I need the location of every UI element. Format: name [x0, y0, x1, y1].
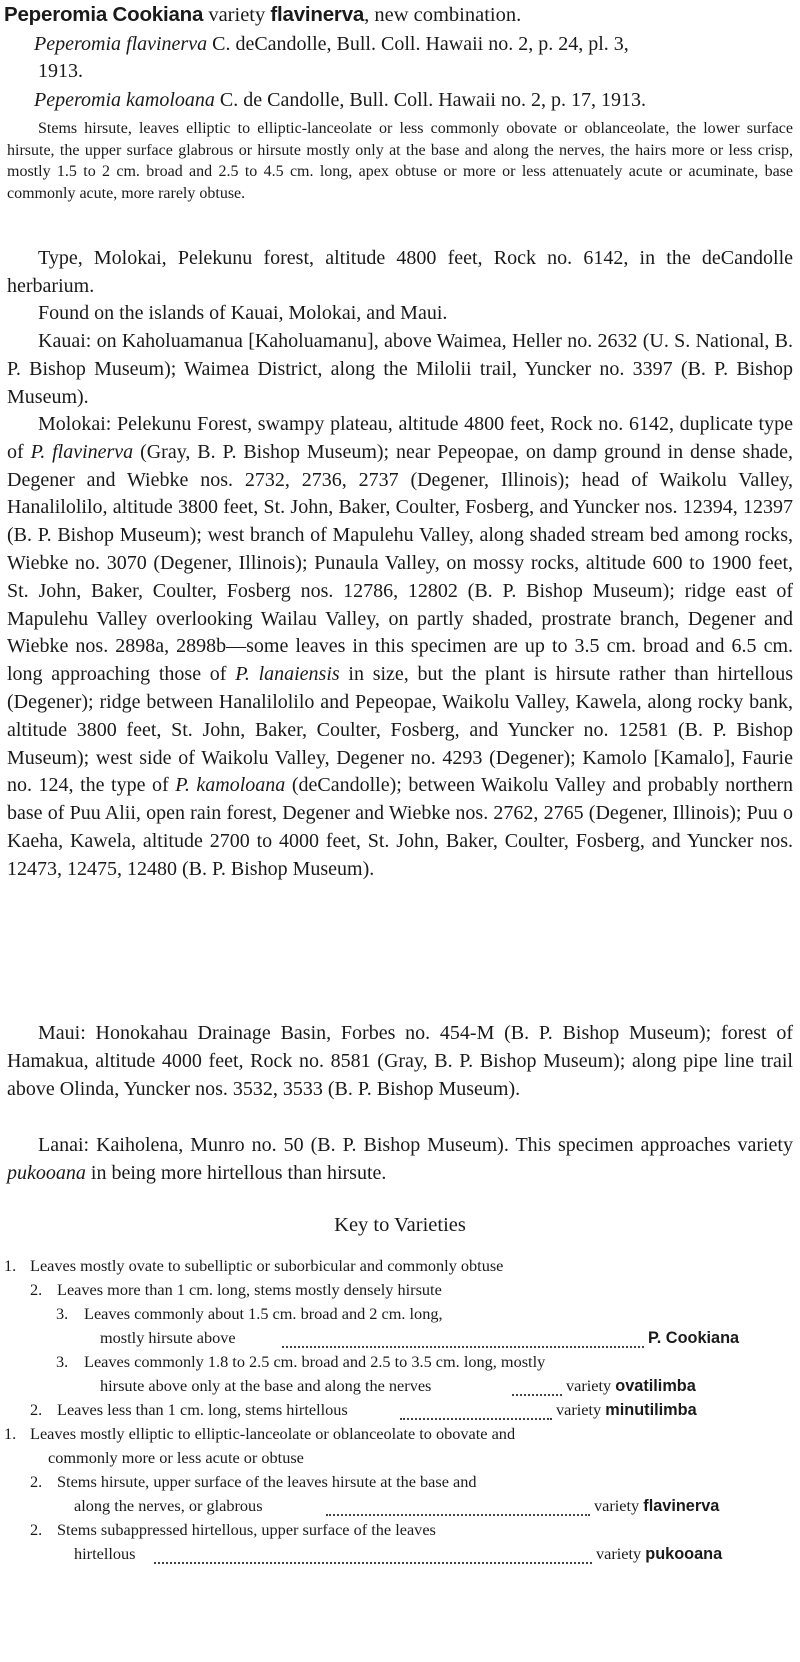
synonym-1: [8, 31, 798, 85]
key-line: 3. Leaves commonly 1.8 to 2.5 cm. broad and 2.5 to 3.5 cm. long, mostly: [56, 1352, 546, 1371]
leader-dots: [400, 1404, 552, 1420]
key-line: 1. Leaves mostly ovate to subelliptic or suborbicular and commonly obtuse: [4, 1256, 504, 1275]
key-line: 2. Leaves more than 1 cm. long, stems mostly densely hirsute: [30, 1280, 442, 1299]
key-taxon: variety minutilimba: [556, 1400, 697, 1419]
leader-dots: [326, 1500, 590, 1516]
status-text: , new combination.: [364, 4, 522, 26]
key-line: hirsute above only at the base and along the nerves: [100, 1376, 432, 1395]
molokai-taxon-2: P. lanaiensis: [235, 663, 340, 686]
lanai-text-1: Lanai: Kaiholena, Munro no. 50 (B. P. Bishop Museum). This specimen approaches variety: [38, 1134, 793, 1156]
key-taxon: variety flavinerva: [594, 1496, 720, 1515]
key-line: hirtellous: [74, 1544, 136, 1563]
lanai-text-2: in being more hirtellous than hirsute.: [85, 1161, 387, 1184]
distribution-paragraph: Found on the islands of Kauai, Molokai, and Maui.: [38, 302, 448, 324]
synonym-2: [8, 87, 798, 114]
description-paragraph: Stems hirsute, leaves elliptic to elliptic-lanceolate or less commonly obovate or oblanceolate, the lower surface hirsute, the upper surface glabrous or hirsute mostly only at the base and along the nerves, the hairs more or less crisp, mostly 1.5 to 2 cm. broad and 2.5 to 4.5 cm. long, apex obtuse or more or less attenuately acute or acuminate, base commonly acute, more rarely obtuse.: [7, 120, 793, 202]
key-taxon: P. Cookiana: [648, 1329, 740, 1347]
synonym-2-citation: C. de Candolle, Bull. Coll. Hawaii no. 2, p. 17, 1913.: [214, 89, 646, 111]
type-paragraph: Type, Molokai, Pelekunu forest, altitude 4800 feet, Rock no. 6142, in the deCandolle herbarium.: [7, 247, 793, 297]
key-line: commonly more or less acute or obtuse: [48, 1448, 304, 1467]
key-line: mostly hirsute above: [100, 1328, 236, 1347]
leader-dots: [282, 1332, 644, 1348]
synonym-1-citation: C. deCandolle, Bull. Coll. Hawaii no. 2, p. 24, pl. 3,: [207, 33, 629, 55]
key-line: 2. Stems subappressed hirtellous, upper surface of the leaves: [30, 1520, 436, 1539]
key-taxon: variety pukooana: [596, 1544, 723, 1563]
key-line: 2. Leaves less than 1 cm. long, stems hirtellous: [30, 1400, 348, 1419]
kauai-paragraph: Kauai: on Kaholuamanua [Kaholuamanu], above Waimea, Heller no. 2632 (U. S. National, B. P. Bishop Museum); Waimea District, along the Milolii trail, Yuncker no. 3397 (B. P. Bishop Museum).: [7, 330, 793, 408]
molokai-text-1: Molokai: Pelekunu Forest, swampy plateau, altitude 4800 feet, Rock no. 6142, duplicate type of: [7, 413, 793, 463]
synonym-2-name: Peperomia kamoloana: [34, 89, 215, 111]
molokai-text-2: (Gray, B. P. Bishop Museum); near Pepeopae, on damp ground in dense shade, Degener and Wiebke nos. 2732, 2736, 2737 (Degener, Illinois); head of Waikolu Valley, Hanalilolilo, altitude 3800 feet, St. John, Baker, Coulter, Fosberg, and Yuncker nos. 12394, 12397 (B. P. Bishop Museum); west branch of Mapulehu Valley, along shaded stream bed among rocks, Wiebke no. 3070 (Degener, Illinois); Punaula Valley, on mossy rocks, altitude 600 to 1900 feet, St. John, Baker, Coulter, Fosberg nos. 12786, 12802 (B. P. Bishop Museum); ridge east of Mapulehu Valley overlooking Wailau Valley, on partly shaded, prostrate branch, Degener and Wiebke nos. 2898a, 2898b—some leaves in this specimen are up to 3.5 cm. broad and 6.5 cm. long approaching those of: [7, 440, 793, 686]
maui-paragraph: Maui: Honokahau Drainage Basin, Forbes no. 454-M (B. P. Bishop Museum); forest of Hamakua, altitude 4000 feet, Rock no. 8581 (Gray, B. P. Bishop Museum); along pipe line trail above Olinda, Yuncker nos. 3532, 3533 (B. P. Bishop Museum).: [7, 1022, 793, 1100]
key-line: along the nerves, or glabrous: [74, 1496, 263, 1515]
key-taxon: variety ovatilimba: [566, 1376, 696, 1395]
lanai-paragraph: [7, 1132, 793, 1188]
leader-dots: [512, 1380, 562, 1396]
synonym-1-name: Peperomia flavinerva: [34, 33, 208, 55]
synonym-1-year: 1913.: [38, 60, 83, 82]
lanai-taxon: pukooana: [7, 1161, 86, 1184]
molokai-taxon-1: P. flavinerva: [30, 440, 134, 463]
variety-name: flavinerva: [270, 3, 365, 26]
key-line: 2. Stems hirsute, upper surface of the leaves hirsute at the base and: [30, 1472, 477, 1491]
rank-label: variety: [208, 4, 266, 26]
molokai-text-4: (deCandolle); between Waikolu Valley and probably northern base of Puu Alii, open rain forest, Degener and Wiebke nos. 2762, 2765 (Degener, Illinois); Puu o Kaeha, Kawela, altitude 2700 to 4000 feet, St. John, Baker, Coulter, Fosberg, and Yuncker nos. 12473, 12475, 12480 (B. P. Bishop Museum).: [7, 774, 794, 880]
taxon-name: Peperomia Cookiana: [4, 3, 204, 26]
key-line: 1. Leaves mostly elliptic to elliptic-lanceolate or oblanceolate to obovate and: [4, 1424, 516, 1443]
taxon-heading: [4, 2, 794, 28]
leader-dots: [154, 1548, 592, 1564]
key-line: 3. Leaves commonly about 1.5 cm. broad and 2 cm. long,: [56, 1304, 443, 1323]
molokai-taxon-3: P. kamoloana: [175, 774, 286, 797]
molokai-paragraph: [7, 411, 793, 884]
molokai-text-3: in size, but the plant is hirsute rather than hirtellous (Degener); ridge between Hanalilolilo and Pepeopae, Waikolu Valley, Kawela, along rocky bank, altitude 3800 feet, St. John, Baker, Coulter, Fosberg, and Yuncker no. 12581 (B. P. Bishop Museum); west side of Waikolu Valley, Degener no. 4293 (Degener); Kamolo [Kamalo], Faurie no. 124, the type of: [7, 663, 793, 797]
key-heading: Key to Varieties: [334, 1214, 466, 1236]
